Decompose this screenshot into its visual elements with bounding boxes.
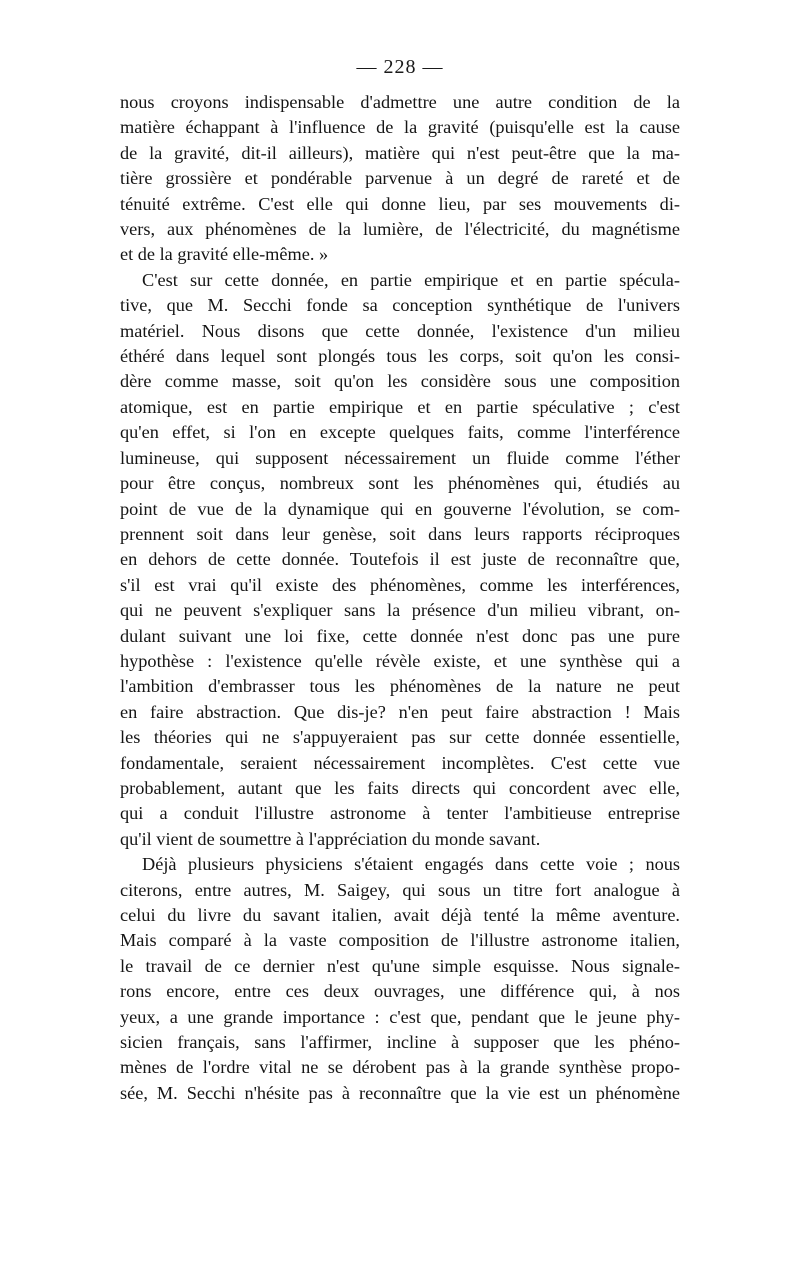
text-line: atomique, est en partie empirique et en partie spéculative ; c'est [120, 396, 680, 417]
text-line: tière grossière et pondérable parvenue à un degré de rareté et de [120, 168, 680, 189]
text-line: citerons, entre autres, M. Saigey, qui sous un titre fort analogue à [120, 879, 680, 900]
text-line: mènes de l'ordre vital ne se dérobent pas à la grande synthèse propo- [120, 1057, 680, 1078]
text-line: dère comme masse, soit qu'on les considère sous une composition [120, 371, 680, 392]
text-line: matériel. Nous disons que cette donnée, l'existence d'un milieu [120, 320, 680, 341]
text-line: prennent soit dans leur genèse, soit dans leurs rapports réciproques [120, 523, 680, 544]
text-line: en dehors de cette donnée. Toutefois il est juste de reconnaître que, [120, 549, 680, 570]
text-line: point de vue de la dynamique qui en gouverne l'évolution, se com- [120, 498, 680, 519]
text-line: qui a conduit l'illustre astronome à tenter l'ambitieuse entreprise [120, 803, 680, 824]
text-line: rons encore, entre ces deux ouvrages, une différence qui, à nos [120, 981, 680, 1002]
text-line: Mais comparé à la vaste composition de l'illustre astronome italien, [120, 930, 680, 951]
text-line: en faire abstraction. Que dis-je? n'en peut faire abstraction ! Mais [120, 701, 680, 722]
text-line: pour être conçus, nombreux sont les phénomènes qui, étudiés au [120, 473, 680, 494]
text-line: et de la gravité elle-même. » [120, 244, 329, 265]
paragraph [120, 90, 680, 268]
text-line: lumineuse, qui supposent nécessairement un fluide comme l'éther [120, 447, 680, 468]
paragraph [120, 268, 680, 852]
text-line: les théories qui ne s'appuyeraient pas sur cette donnée essentielle, [120, 727, 680, 748]
text-line: dulant suivant une loi fixe, cette donnée n'est donc pas une pure [120, 625, 680, 646]
text-line: sée, M. Secchi n'hésite pas à reconnaître que la vie est un phénomène [120, 1082, 680, 1103]
text-line: hypothèse : l'existence qu'elle révèle existe, et une synthèse qui a [120, 650, 680, 671]
text-line: qu'il vient de soumettre à l'appréciation du monde savant. [120, 828, 541, 849]
page-number: — 228 — [356, 56, 444, 78]
text-line: C'est sur cette donnée, en partie empirique et en partie spécula- [142, 269, 680, 290]
text-line: probablement, autant que les faits directs qui concordent avec elle, [120, 777, 680, 798]
text-line: éthéré dans lequel sont plongés tous les corps, soit qu'on les consi- [120, 346, 680, 367]
text-line: matière échappant à l'influence de la gravité (puisqu'elle est la cause [120, 117, 680, 138]
text-line: qui ne peuvent s'expliquer sans la présence d'un milieu vibrant, on- [120, 600, 680, 621]
text-line: nous croyons indispensable d'admettre une autre condition de la [120, 92, 680, 112]
text-line: de la gravité, dit-il ailleurs), matière qui n'est peut-être que la ma- [120, 142, 680, 163]
text-line: Déjà plusieurs physiciens s'étaient engagés dans cette voie ; nous [142, 854, 680, 875]
text-line: fondamentale, seraient nécessairement incomplètes. C'est cette vue [120, 752, 680, 773]
body-text [120, 90, 680, 1106]
text-line: ténuité extrême. C'est elle qui donne lieu, par ses mouvements di- [120, 193, 680, 214]
text-line: s'il est vrai qu'il existe des phénomènes, comme les interférences, [120, 574, 680, 595]
text-line: yeux, a une grande importance : c'est que, pendant que le jeune phy- [120, 1006, 680, 1027]
text-line: tive, que M. Secchi fonde sa conception synthétique de l'univers [120, 295, 680, 316]
text-line: vers, aux phénomènes de la lumière, de l'électricité, du magnétisme [120, 219, 680, 240]
text-line: qu'en effet, si l'on en excepte quelques faits, comme l'interférence [120, 422, 680, 443]
text-line: l'ambition d'embrasser tous les phénomènes de la nature ne peut [120, 676, 680, 697]
text-line: celui du livre du savant italien, avait déjà tenté la même aventure. [120, 905, 680, 925]
text-line: le travail de ce dernier n'est qu'une simple esquisse. Nous signale- [120, 955, 680, 976]
paragraph [120, 852, 680, 1106]
text-line: sicien français, sans l'affirmer, incline à supposer que les phéno- [120, 1032, 680, 1053]
